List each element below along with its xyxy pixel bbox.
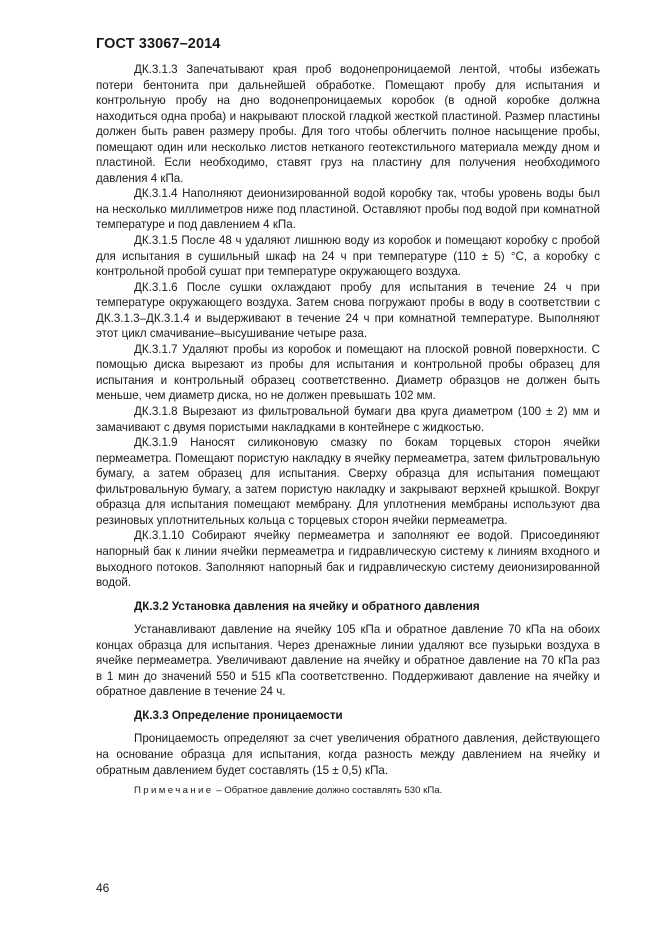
document-body: [96, 62, 600, 797]
paragraph-dk-3-1-8: ДК.3.1.8 Вырезают из фильтровальной бумаги два круга диаметром (100 ± 2) мм и замачивают с двумя пористыми накладками в контейнере с жидкостью.: [96, 405, 600, 434]
note-label: Примечание: [134, 785, 214, 797]
paragraph-dk-3-3: Проницаемость определяют за счет увеличения обратного давления, действующего на основание образца для испытания, когда разность между давлением на ячейку и обратным давлением будет составлять (15 ± 0,5) кПа.: [96, 732, 600, 777]
section-heading-dk-3-2: ДК.3.2 Установка давления на ячейку и обратного давления: [134, 599, 480, 613]
section-heading-dk-3-3: ДК.3.3 Определение проницаемости: [134, 708, 343, 722]
document-header: ГОСТ 33067–2014: [96, 36, 221, 52]
paragraph-dk-3-1-4: ДК.3.1.4 Наполняют деионизированной водой коробку так, чтобы уровень воды был на несколько миллиметров ниже под пластиной. Оставляют пробы под водой при комнатной температуре и под давлением 4 кПа.: [96, 187, 600, 232]
paragraph-dk-3-1-5: ДК.3.1.5 После 48 ч удаляют лишнюю воду из коробок и помещают коробку с пробой для испытания в сушильный шкаф на 24 ч при температуре (110 ± 5) °С, а коробку с контрольной пробой сушат при температуре окружающего воздуха.: [96, 234, 600, 279]
page-number: 46: [96, 881, 110, 895]
paragraph-dk-3-1-6: ДК.3.1.6 После сушки охлаждают пробу для испытания в течение 24 ч при температуре окружающего воздуха. Затем снова погружают пробы в воду в соответствии с ДК.3.1.3–ДК.3.1.4 и выдерживают в течение 24 ч при комнатной температуре. Выполняют этот цикл смачивание–высушивание четыре раза.: [96, 280, 600, 341]
paragraph-dk-3-2: Устанавливают давление на ячейку 105 кПа и обратное давление 70 кПа на обоих концах образца для испытания. Через дренажные линии удаляют все пузырьки воздуха в ячейке пермеаметра. Увеличивают давление на ячейку и обратное давление на 70 кПа раз в 1 мин до значений 550 и 515 кПа соответственно. Поддерживают давление на ячейку и обратное давление в течение 24 ч.: [96, 623, 600, 699]
paragraph-dk-3-1-7: ДК.3.1.7 Удаляют пробы из коробок и помещают на плоской ровной поверхности. С помощью диска вырезают из пробы для испытания и контрольной пробы образец для испытания и контрольный образец соответственно. Диаметр образцов не должен быть меньше, чем диаметр диска, но не должен превышать 102 мм.: [96, 342, 600, 403]
paragraph-dk-3-1-3: ДК.3.1.3 Запечатывают края проб водонепроницаемой лентой, чтобы избежать потери бентонита при дальнейшей обработке. Помещают пробу для испытания и контрольную пробу на дно водонепроницаемых коробок (в одной коробке должна находиться одна проба) и накрывают плоской гладкой жесткой пластиной. Размер пластины должен быть равен размеру пробы. Для того чтобы облегчить полное насыщение пробы, помещают один или несколько листов нетканого геотекстильного материала между дном и пластиной. Если необходимо, ставят груз на пластину для получения необходимого давления 4 кПа.: [96, 63, 600, 185]
paragraph-dk-3-1-10: ДК.3.1.10 Собирают ячейку пермеаметра и заполняют ее водой. Присоединяют напорный бак к линии ячейки пермеаметра и гидравлическую систему к линиям входного и выходного потоков. Заполняют напорный бак и гидравлическую систему деионизированной водой.: [96, 529, 600, 590]
paragraph-dk-3-1-9: ДК.3.1.9 Наносят силиконовую смазку по бокам торцевых сторон ячейки пермеаметра. Помещают пористую накладку в ячейку пермеаметра, затем фильтровальную бумагу, а затем образец для испытания. Сверху образца для испытания помещают фильтровальную бумагу, а затем пористую накладку и закрывают верхней крышкой. Вокруг образца для испытания помещают мембрану. Для уплотнения мембраны используют два резиновых уплотнительных кольца с торцевых сторон ячейки пермеаметра.: [96, 436, 600, 527]
note-text: – Обратное давление должно составлять 530 кПа.: [213, 785, 443, 797]
note: [96, 784, 600, 797]
